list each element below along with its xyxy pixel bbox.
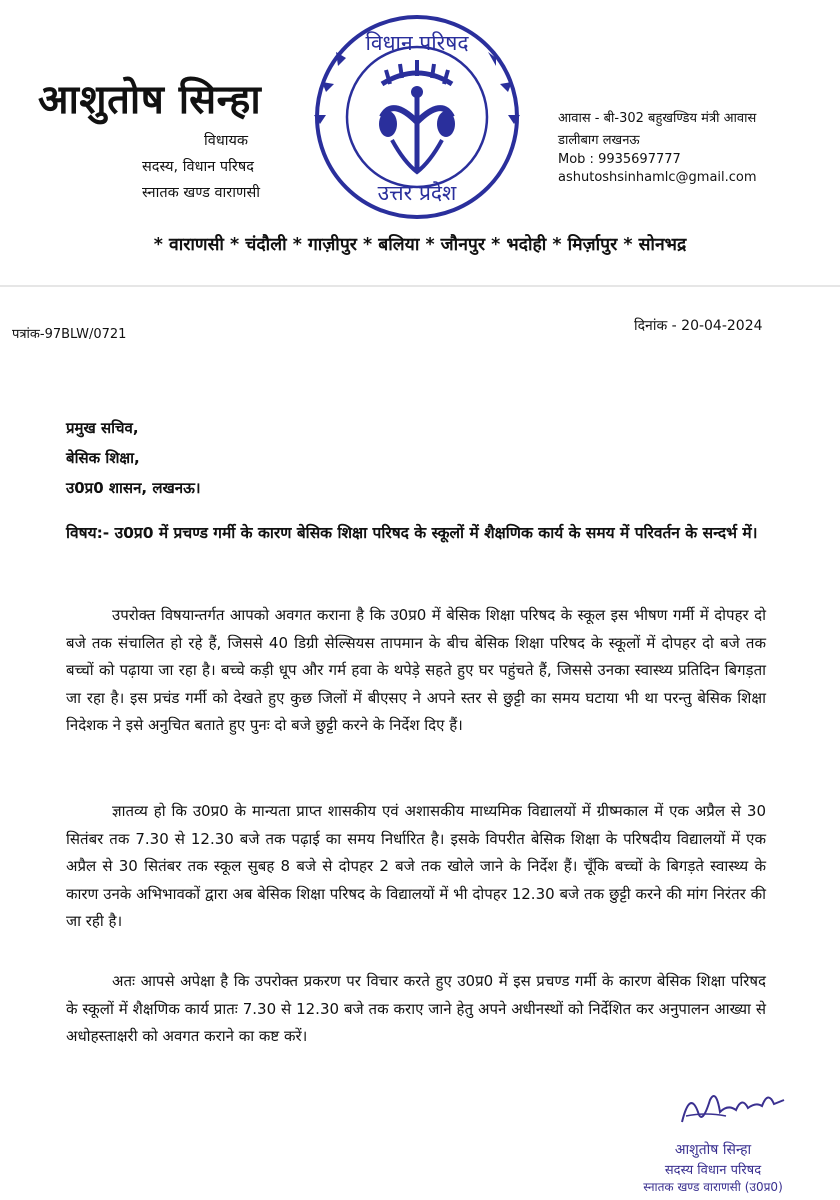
recipient-line-1: प्रमुख सचिव, bbox=[66, 419, 139, 437]
signatory-constituency: स्नातक खण्ड वाराणसी (उ0प्र0) bbox=[643, 1180, 783, 1194]
signatory-title: सदस्य विधान परिषद bbox=[664, 1163, 762, 1178]
body-paragraph-2: ज्ञातव्य हो कि उ0प्र0 के मान्यता प्राप्त शासकीय एवं अशासकीय माध्यमिक विद्यालयों में ग्रीष्मकाल में एक अप्रैल से 30 सितंबर तक 7.30 से 12.30 बजे तक पढ़ाई का समय निर्धारित है। इसके विपरीत बेसिक शिक्षा के परिषदीय विद्यालयों में एक अप्रैल से 30 सितंबर तक स्कूल सुबह 8 बजे से दोपहर 2 बजे तक खोले जाने के निर्देश हैं। चूँकि बच्चों के बिगड़ते स्वास्थ्य के कारण उनके अभिभावकों द्वारा अब बेसिक शिक्षा परिषद के विद्यालयों में भी दोपहर 12.30 बजे तक छुट्टी करने की मांग निरंतर की जा रही है। bbox=[66, 802, 766, 930]
constituency: स्नातक खण्ड वाराणसी bbox=[142, 185, 261, 201]
header-divider bbox=[0, 285, 840, 287]
mobile-number: Mob : 9935697777 bbox=[558, 152, 681, 167]
district-list: * वाराणसी * चंदौली * गाज़ीपुर * बलिया * जौनपुर * भदोही * मिर्ज़ापुर * सोनभद्र bbox=[153, 235, 687, 255]
recipient-line-3: उ0प्र0 शासन, लखनऊ। bbox=[66, 479, 201, 497]
seal-top-text: विधान परिषद bbox=[365, 31, 469, 55]
seal-bottom-text: उत्तर प्रदेश bbox=[377, 181, 457, 205]
letterhead-name: आशुतोष सिन्हा bbox=[38, 77, 262, 123]
body-paragraph-1: उपरोक्त विषयान्तर्गत आपको अवगत कराना है कि उ0प्र0 में बेसिक शिक्षा परिषद के स्कूल इस भीषण गर्मी में दोपहर दो बजे तक संचालित हो रहे हैं, जिससे 40 डिग्री सेल्सियस तापमान के बीच बेसिक शिक्षा परिषद के स्कूलों में दोपहर दो बजे तक बच्चों को पढ़ाया जा रहा है। बच्चे कड़ी धूप और गर्म हवा के थपेड़े सहते हुए घर पहुंचते हैं, जिससे उनका स्वास्थ्य प्रतिदिन बिगड़ता जा रहा है। इस प्रचंड गर्मी को देखते हुए कुछ जिलों में बीएसए ने अपने स्तर से छुट्टी का समय घटाया भी था परन्तु बेसिक शिक्षा निदेशक ने इसे अनुचित बताते हुए पुनः दो बजे छुट्टी करने के निर्देश दिए हैं। bbox=[66, 606, 766, 734]
signatory-name: आशुतोष सिन्हा bbox=[674, 1142, 752, 1158]
reference-number: पत्रांक-97BLW/0721 bbox=[12, 327, 127, 342]
legislative-council-seal bbox=[312, 12, 522, 222]
subject-line: विषय:- उ0प्र0 में प्रचण्ड गर्मी के कारण बेसिक शिक्षा परिषद के स्कूलों में शैक्षणिक कार्य के समय में परिवर्तन के सन्दर्भ में। bbox=[66, 524, 758, 542]
email-address: ashutoshsinhamlc@gmail.com bbox=[558, 170, 757, 185]
address-line-1: आवास - बी-302 बहुखण्डिय मंत्री आवास bbox=[558, 111, 757, 126]
designation: विधायक bbox=[204, 133, 249, 149]
body-paragraph-3: अतः आपसे अपेक्षा है कि उपरोक्त प्रकरण पर विचार करते हुए उ0प्र0 में इस प्रचण्ड गर्मी के कारण बेसिक शिक्षा परिषद के स्कूलों में शैक्षणिक कार्य प्रातः 7.30 से 12.30 बजे तक कराए जाने हेतु अपने अधीनस्थों को निर्देशित कर अनुपालन आख्या से अधोहस्ताक्षरी को अवगत कराने का कष्ट करें। bbox=[66, 972, 766, 1045]
recipient-line-2: बेसिक शिक्षा, bbox=[66, 449, 140, 467]
address-line-2: डालीबाग लखनऊ bbox=[558, 133, 640, 148]
membership: सदस्य, विधान परिषद bbox=[142, 159, 254, 175]
handwritten-signature bbox=[676, 1082, 796, 1132]
letter-date: दिनांक - 20-04-2024 bbox=[634, 318, 763, 334]
